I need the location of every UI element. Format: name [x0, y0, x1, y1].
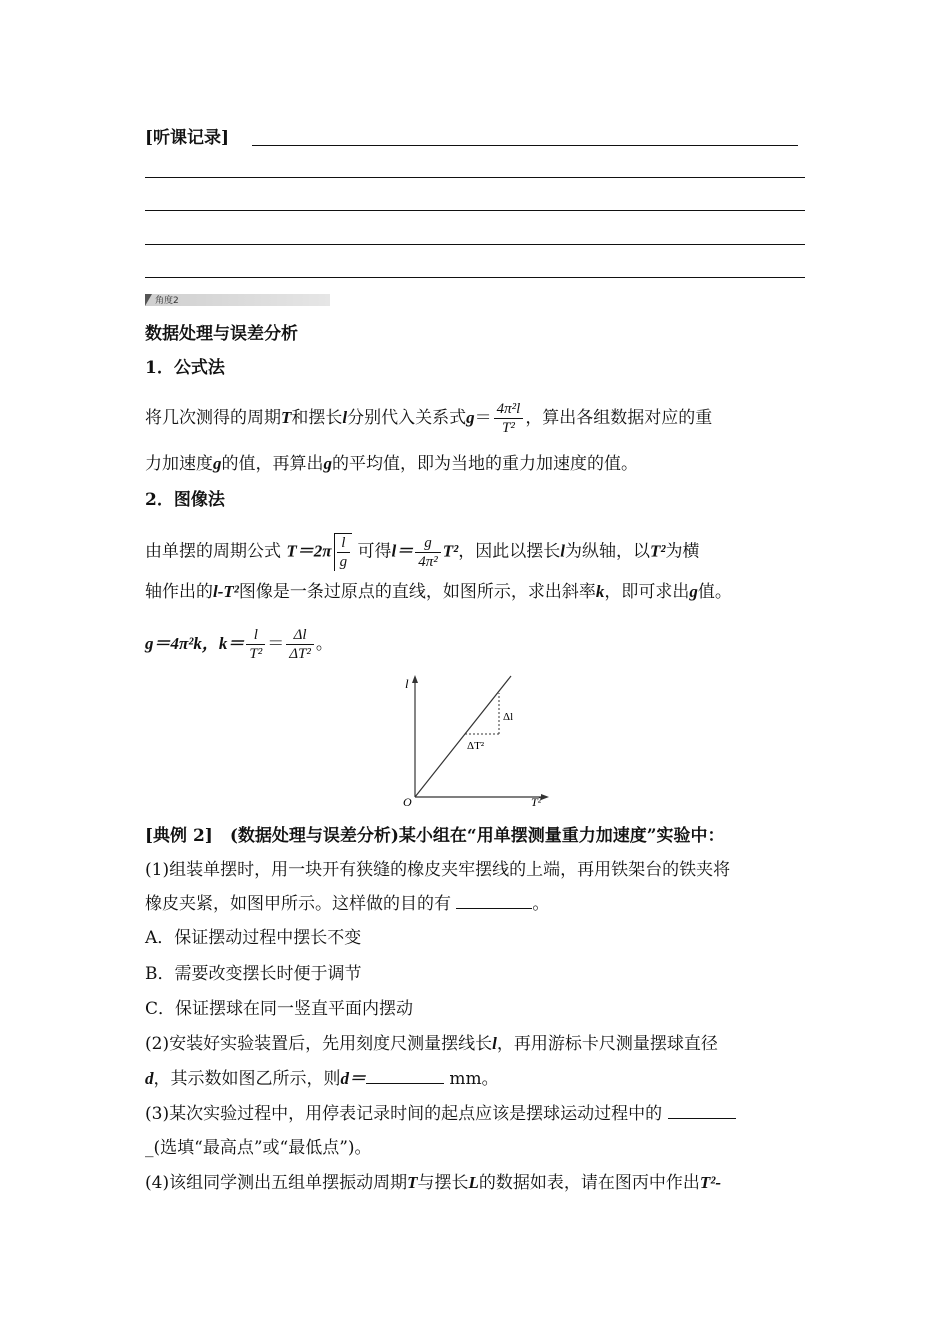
- origin-label: O: [403, 795, 412, 809]
- notes-line-2: [145, 210, 805, 211]
- section-tag: [145, 294, 330, 306]
- sqrt-sign: $\frac{l}{g}$: [334, 533, 353, 571]
- section-tag-label: 角度2: [155, 296, 179, 306]
- delta-l-label: Δl: [503, 711, 514, 723]
- q1-answer-blank[interactable]: [456, 908, 532, 909]
- q1-line1: (1)组装单摆时，用一块开有狭缝的橡皮夹牢摆线的上端，再用铁架台的铁夹将: [145, 860, 731, 880]
- method2-line3: g＝4π²k，k＝ $\frac{l}{\text{T²}}$ ＝ $\frac{\Delta l}{\text{ΔT²}}$ 。: [145, 627, 333, 662]
- graph-line: [415, 676, 514, 797]
- notes-line-0: [252, 145, 798, 146]
- q2-line2: d，其示数如图乙所示，则d＝ mm。: [145, 1069, 499, 1089]
- notes-line-3: [145, 244, 805, 245]
- option-b: B．需要改变摆长时便于调节: [145, 964, 362, 984]
- method2-line2: 轴作出的l-T²图像是一条过原点的直线，如图所示，求出斜率k，即可求出g值。: [145, 582, 732, 602]
- option-a: A．保证摆动过程中摆长不变: [145, 928, 362, 948]
- section-heading: 数据处理与误差分析: [145, 324, 298, 344]
- notes-line-4: [145, 277, 805, 278]
- y-axis-arrow: [412, 675, 418, 683]
- q4-line1: (4)该组同学测出五组单摆振动周期T与摆长L的数据如表，请在图丙中作出T²-: [145, 1173, 722, 1193]
- q3-answer-blank[interactable]: [668, 1118, 736, 1119]
- q2-answer-blank[interactable]: [366, 1083, 444, 1084]
- notes-line-1: [145, 177, 805, 178]
- q3-line1: (3)某次实验过程中，用停表记录时间的起点应该是摆球运动过程中的: [145, 1102, 736, 1126]
- method1-title: 1．公式法: [145, 358, 225, 378]
- notes-label: [听课记录]: [145, 128, 230, 148]
- method1-line1: 将几次测得的周期T和摆长l分别代入关系式g＝ $\frac{\text{4π²l}}{\text{T²}}$ ，算出各组数据对应的重: [145, 401, 713, 436]
- delta-t-label: ΔT²: [467, 740, 485, 752]
- q1-line2: 橡皮夹紧，如图甲所示。这样做的目的有 。: [145, 894, 550, 914]
- method2-line1: 由单摆的周期公式 T＝2π $\frac{l}{g}$ 可得l＝ $\frac{g}{\text{4π²}}$ T²，因此以摆长l为纵轴，以T²为横: [145, 534, 700, 570]
- x-axis-arrow: [541, 794, 549, 800]
- l-t2-graph: [395, 672, 555, 812]
- option-c: C．保证摆球在同一竖直平面内摆动: [145, 999, 414, 1019]
- y-label: l: [405, 676, 409, 691]
- x-label: T²: [531, 795, 542, 809]
- method2-title: 2．图像法: [145, 490, 225, 510]
- q2-line1: (2)安装好实验装置后，先用刻度尺测量摆线长l，再用游标卡尺测量摆球直径: [145, 1034, 718, 1054]
- method1-line2: 力加速度g的值，再算出g的平均值，即为当地的重力加速度的值。: [145, 454, 638, 474]
- example-lead: [典例 2] (数据处理与误差分析)某小组在“用单摆测量重力加速度”实验中：: [145, 826, 725, 846]
- q3-line2: _(选填“最高点”或“最低点”)。: [145, 1138, 372, 1158]
- formula-fraction: $\frac{\text{4π²l}}{\text{T²}}$: [494, 400, 524, 437]
